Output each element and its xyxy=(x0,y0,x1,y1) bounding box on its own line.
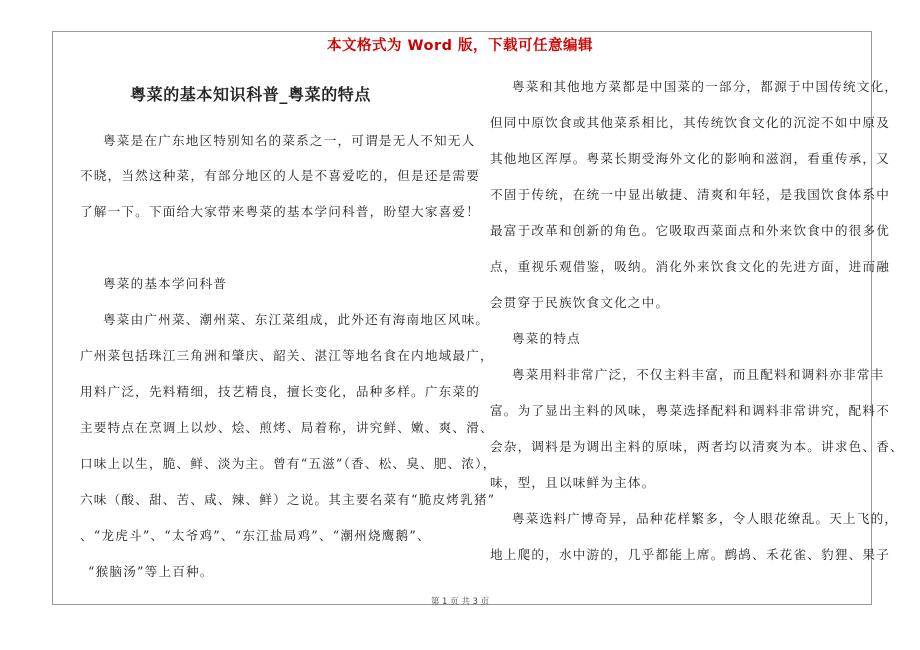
document-title: 粤菜的基本知识科普_粤菜的特点 xyxy=(130,85,372,104)
text-line: 粤菜用料非常广泛，不仅主料丰富，而且配料和调料亦非常丰 xyxy=(512,367,885,382)
text-line: 粤菜选料广博奇异，品种花样繁多，令人眼花缭乱。天上飞的， xyxy=(512,511,899,526)
text-line: 用料广泛，先料精细，技艺精良，擅长变化，品种多样。广东菜的 xyxy=(80,384,481,399)
text-line: 六味（酸、甜、苦、咸、辣、鲜）之说。其主要名菜有“脆皮烤乳猪” xyxy=(80,492,496,507)
text-line: 其他地区浑厚。粤菜长期受海外文化的影响和滋润，看重传承，又 xyxy=(490,151,891,166)
section-heading: 粤菜的基本学问科普 xyxy=(103,276,228,291)
text-line: “猴脑汤”等上百种。 xyxy=(88,564,214,579)
text-line: 最富于改革和创新的角色。它吸取西菜面点和外来饮食中的很多优 xyxy=(490,223,891,238)
text-line: 、“龙虎斗”、“太爷鸡”、“东江盐局鸡”、“潮州烧鹰鹅”、 xyxy=(80,528,431,543)
section-heading: 粤菜的特点 xyxy=(512,331,581,346)
text-line: 广州菜包括珠江三角洲和肇庆、韶关、湛江等地名食在内地域最广， xyxy=(80,348,494,363)
page-number-footer: 第 1 页 共 3 页 xyxy=(430,597,490,607)
text-line: 但同中原饮食或其他菜系相比，其传统饮食文化的沉淀不如中原及 xyxy=(490,115,891,130)
text-line: 粤菜是在广东地区特别知名的菜系之一，可谓是无人不知无人 xyxy=(103,133,476,148)
text-line: 了解一下。下面给大家带来粤菜的基本学问科普，盼望大家喜爱！ xyxy=(80,204,481,219)
text-line: 会贯穿于民族饮食文化之中。 xyxy=(490,295,670,310)
text-line: 富。为了显出主料的风味，粤菜选择配料和调料非常讲究，配料不 xyxy=(490,403,891,418)
text-line: 口味上以生，脆、鲜、淡为主。曾有“五滋”（香、松、臭、肥、浓）， xyxy=(80,456,497,471)
text-line: 粤菜由广州菜、潮州菜、东江菜组成，此外还有海南地区风味。 xyxy=(103,312,490,327)
text-line: 味，型，且以味鲜为主体。 xyxy=(490,475,656,490)
text-line: 主要特点在烹调上以炒、烩、煎烤、局着称，讲究鲜、嫩、爽、滑、 xyxy=(80,420,494,435)
text-line: 地上爬的，水中游的，几乎都能上席。鹧鸪、禾花雀、豹狸、果子 xyxy=(490,547,891,562)
text-line: 不晓，当然这种菜，有部分地区的人是不喜爱吃的，但是还是需要 xyxy=(80,168,481,183)
text-line: 会杂，调料是为调出主料的原味，两者均以清爽为本。讲求色、香、 xyxy=(490,439,904,454)
text-line: 粤菜和其他地方菜都是中国菜的一部分，都源于中国传统文化， xyxy=(512,79,899,94)
text-line: 点，重视乐观借鉴，吸纳。消化外来饮食文化的先进方面，进而融 xyxy=(490,259,891,274)
text-line: 不固于传统，在统一中显出敏捷、清爽和年轻，是我国饮食体系中 xyxy=(490,187,891,202)
word-version-banner: 本文格式为 Word 版，下载可任意编辑 xyxy=(326,38,594,54)
